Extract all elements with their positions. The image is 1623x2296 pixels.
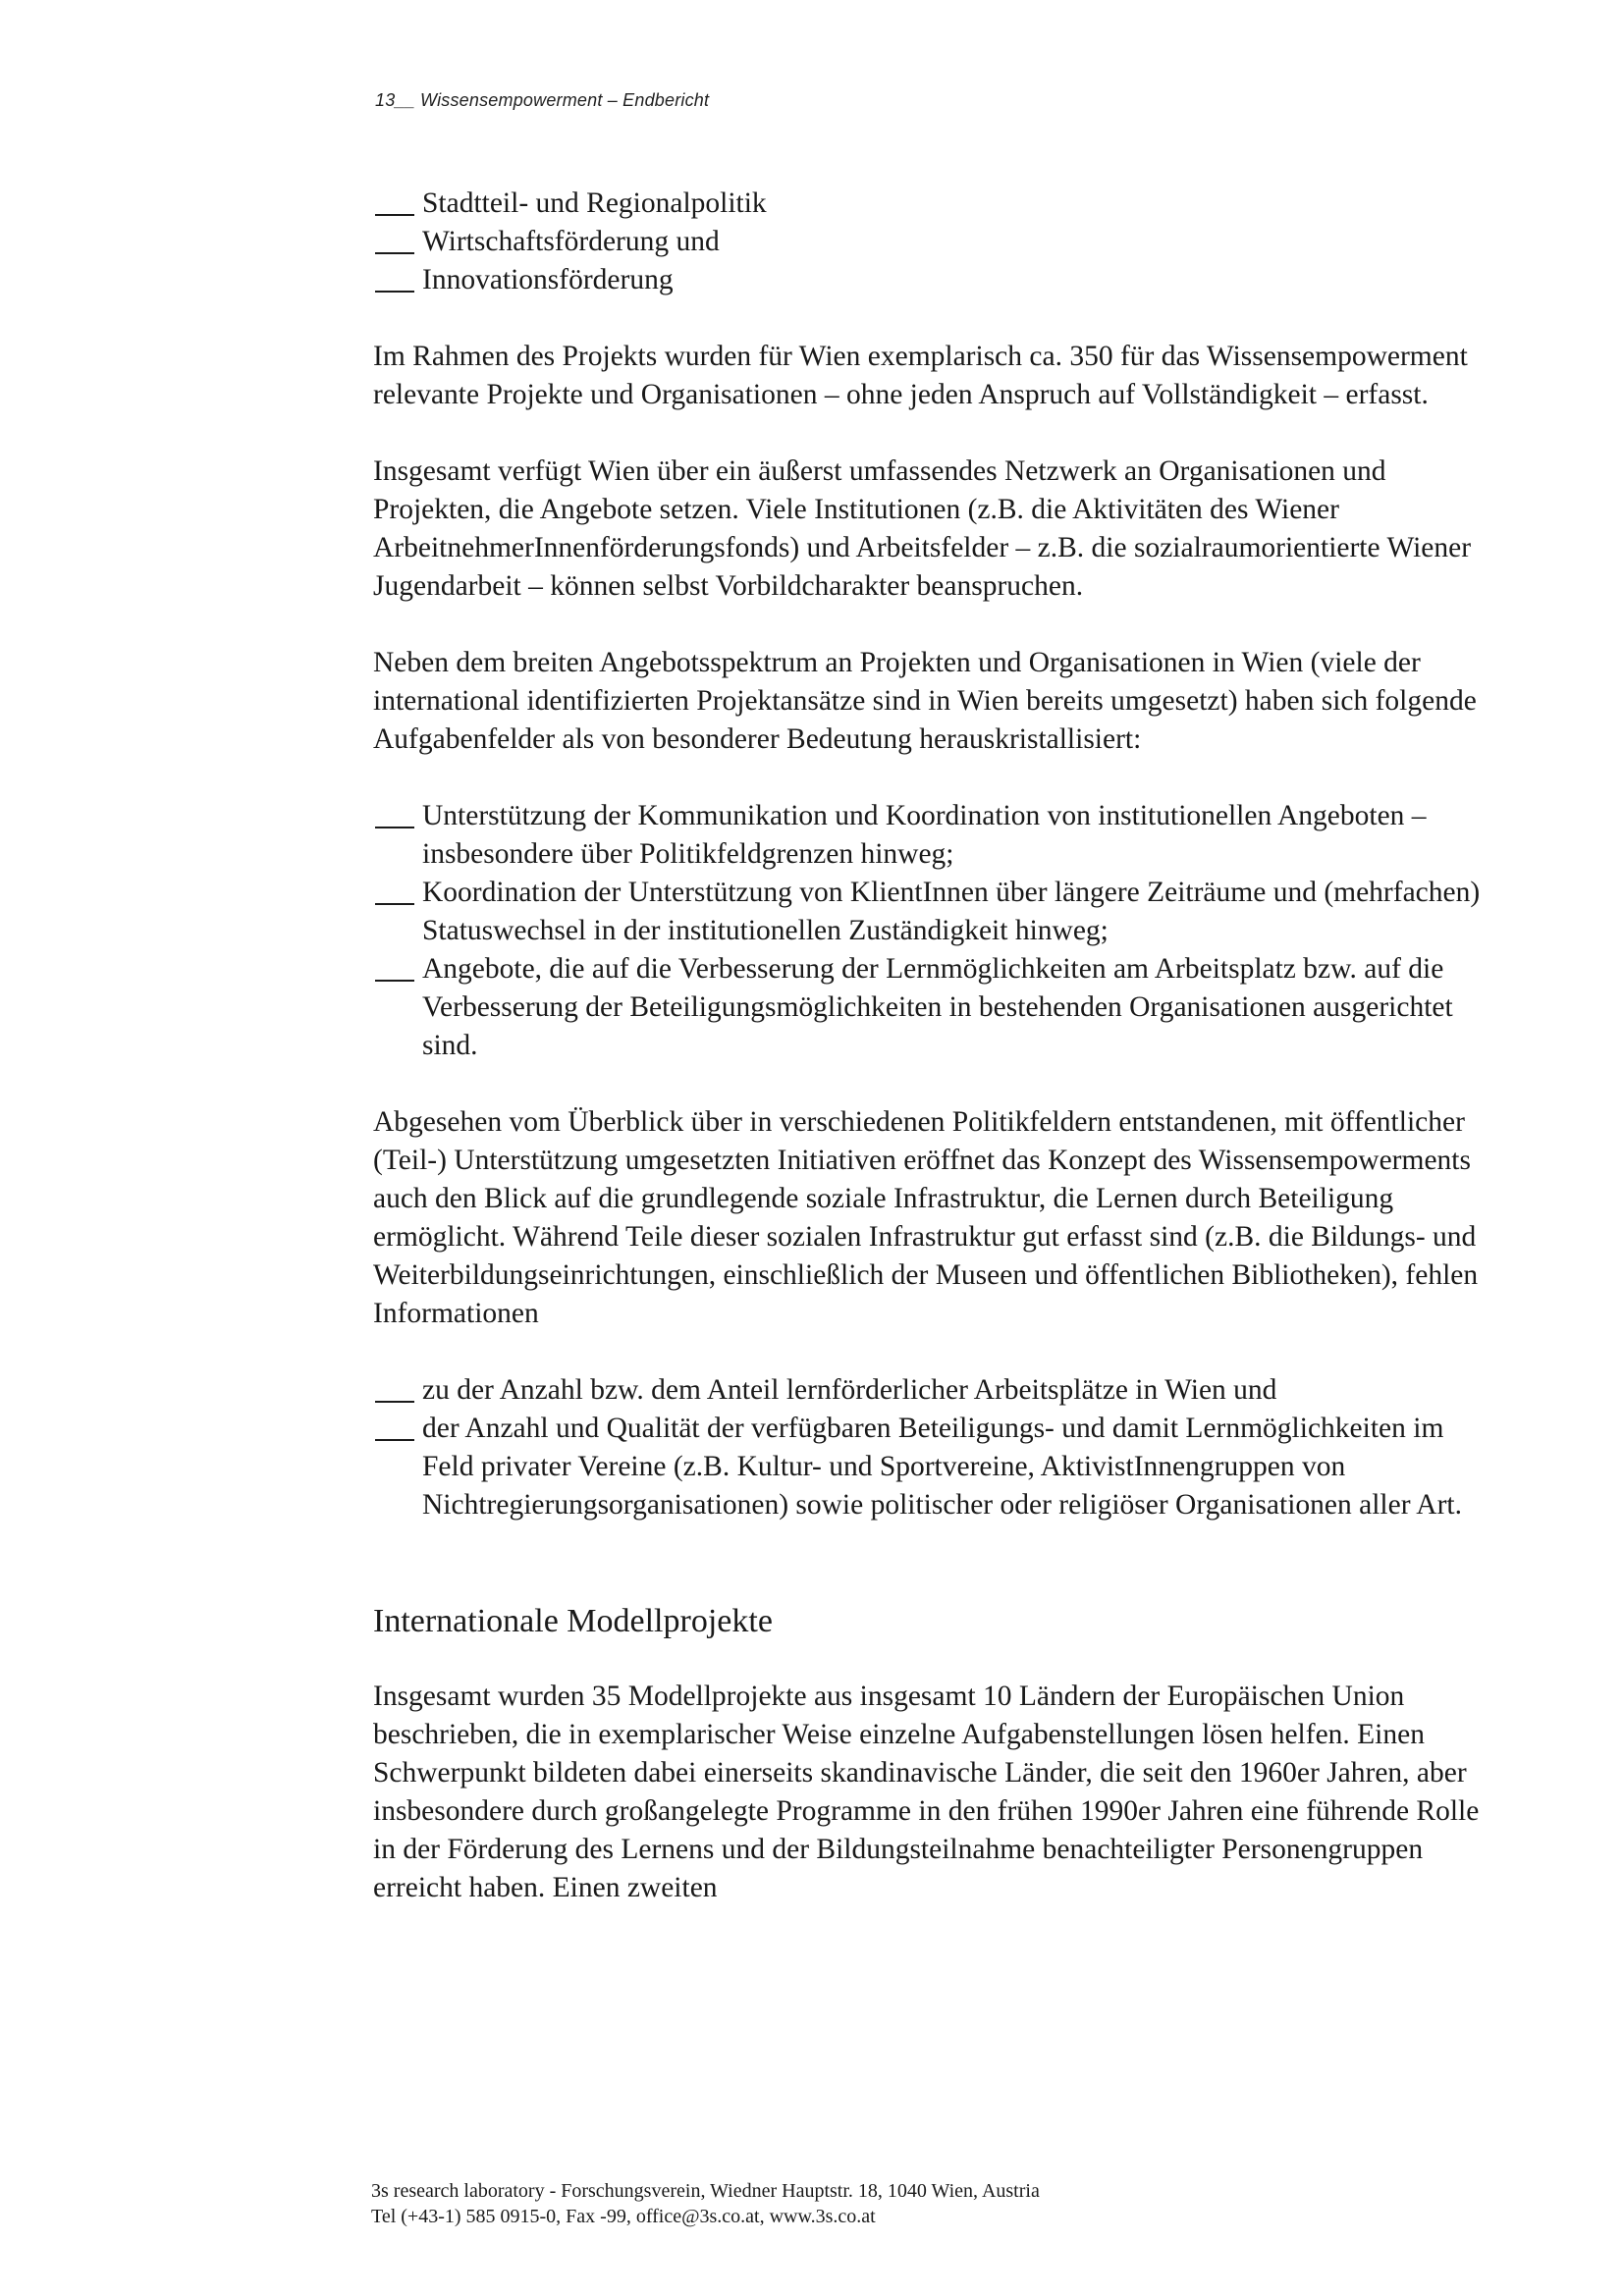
missing-information-list (373, 1371, 1483, 1524)
policy-area-list (373, 185, 1483, 299)
list-item: Koordination der Unterstützung von KlientInnen über längere Zeiträume und (mehrfachen) Statuswechsel in der institutionellen Zuständigkeit hinweg; (373, 874, 1483, 950)
dash-bullet (373, 1371, 416, 1410)
dash-bullet (373, 797, 416, 835)
list-item: Innovationsförderung (373, 261, 1483, 299)
list-item: der Anzahl und Qualität der verfügbaren Beteiligungs- und damit Lernmöglichkeiten im Feld privater Vereine (z.B. Kultur- und Sportvereine, AktivistInnengruppen von Nichtregierungsorganisationen) sowie politischer oder religiöser Organisationen aller Art. (373, 1410, 1483, 1524)
body-text (373, 185, 1483, 1907)
dash-bullet (373, 261, 416, 299)
running-header (375, 90, 709, 111)
dash-bullet (373, 874, 416, 912)
dash-bullet (373, 950, 416, 988)
section-heading: Internationale Modellprojekte (373, 1603, 773, 1639)
task-field-list (373, 797, 1483, 1065)
paragraph: Abgesehen vom Überblick über in verschiedenen Politikfeldern entstandenen, mit öffentlicher (Teil-) Unterstützung umgesetzten Initiativen eröffnet das Konzept des Wissensempowerments auch den Blick auf die grundlegende soziale Infrastruktur, die Lernen durch Beteiligung ermöglicht. Während Teile dieser sozialen Infrastruktur gut erfasst sind (z.B. die Bildungs- und Weiterbildungseinrichtungen, einschließlich der Museen und öffentlichen Bibliotheken), fehlen Informationen (373, 1106, 1479, 1329)
footer-contact: Tel (+43-1) 585 0915-0, Fax -99, office@3s.co.at, www.3s.co.at (371, 2206, 876, 2227)
paragraph: Insgesamt wurden 35 Modellprojekte aus insgesamt 10 Ländern der Europäischen Union beschrieben, die in exemplarischer Weise einzelne Aufgabenstellungen lösen helfen. Einen Schwerpunkt bildeten dabei einerseits skandinavische Länder, die seit den 1960er Jahren, aber insbesondere durch großangelegte Programme in den frühen 1990er Jahren eine führende Rolle in der Förderung des Lernens und der Bildungsteilnahme benachteiligter Personengruppen erreicht haben. Einen zweiten (373, 1681, 1480, 1903)
paragraph: Neben dem breiten Angebotsspektrum an Projekten und Organisationen in Wien (viele der international identifizierten Projektansätze sind in Wien bereits umgesetzt) haben sich folgende Aufgabenfelder als von besonderer Bedeutung herauskristallisiert: (373, 647, 1477, 755)
page-number: 13 (375, 90, 396, 110)
page-footer (371, 2178, 1040, 2229)
dash-bullet (373, 223, 416, 261)
list-item: Stadtteil- und Regionalpolitik (373, 185, 1483, 223)
dash-bullet (373, 1410, 416, 1448)
header-separator: __ (395, 90, 415, 110)
document-title: Wissensempowerment – Endbericht (420, 90, 710, 110)
list-item: zu der Anzahl bzw. dem Anteil lernförderlicher Arbeitsplätze in Wien und (373, 1371, 1483, 1410)
dash-bullet (373, 185, 416, 223)
list-item: Unterstützung der Kommunikation und Koordination von institutionellen Angeboten – insbesondere über Politikfeldgrenzen hinweg; (373, 797, 1483, 874)
footer-address: 3s research laboratory - Forschungsverein, Wiedner Hauptstr. 18, 1040 Wien, Austria (371, 2180, 1040, 2202)
paragraph: Insgesamt verfügt Wien über ein äußerst umfassendes Netzwerk an Organisationen und Projekten, die Angebote setzen. Viele Institutionen (z.B. die Aktivitäten des Wiener ArbeitnehmerInnenförderungsfonds) und Arbeitsfelder – z.B. die sozialraumorientierte Wiener Jugendarbeit – können selbst Vorbildcharakter beanspruchen. (373, 455, 1472, 602)
list-item: Angebote, die auf die Verbesserung der Lernmöglichkeiten am Arbeitsplatz bzw. auf die Verbesserung der Beteiligungsmöglichkeiten in bestehenden Organisationen ausgerichtet sind. (373, 950, 1483, 1065)
paragraph: Im Rahmen des Projekts wurden für Wien exemplarisch ca. 350 für das Wissensempowerment relevante Projekte und Organisationen – ohne jeden Anspruch auf Vollständigkeit – erfasst. (373, 341, 1468, 410)
list-item: Wirtschaftsförderung und (373, 223, 1483, 261)
